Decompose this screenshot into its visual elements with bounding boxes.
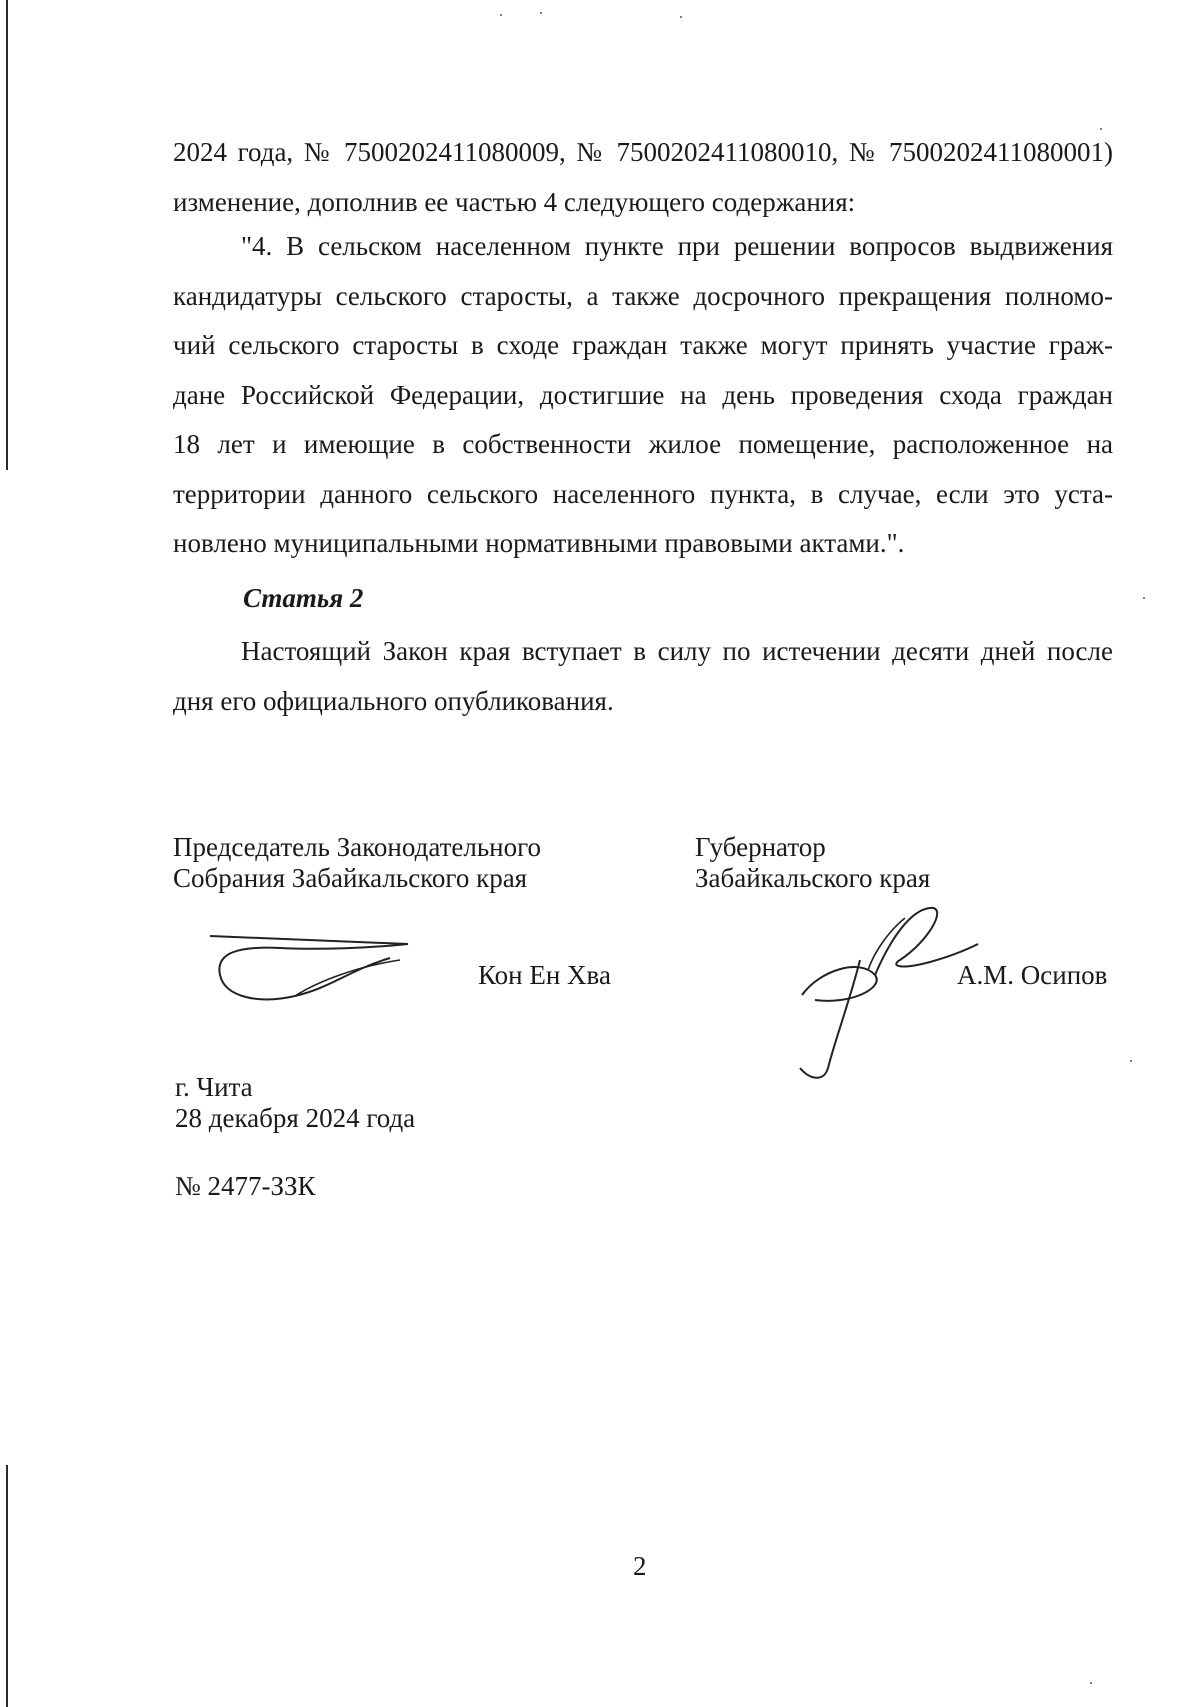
scan-speck	[1143, 597, 1145, 599]
text-line: "4. В сельском населенном пункте при решении вопросов выдвижения	[241, 231, 1113, 261]
scan-speck	[1130, 1060, 1132, 1062]
scan-speck	[540, 12, 542, 14]
position-line: Губернатор	[695, 832, 826, 862]
position-line: Собрания Забайкальского края	[173, 863, 528, 893]
scan-speck	[1090, 1682, 1092, 1684]
text-line: дане Российской Федерации, достигшие на день проведения схода граждан	[173, 379, 1113, 410]
text-line: новлено муниципальными нормативными правовыми актами.".	[173, 528, 905, 558]
document-place-date	[175, 1072, 415, 1134]
left-signatory-position	[173, 832, 541, 894]
scan-speck	[680, 16, 682, 18]
quoted-part-4	[173, 222, 1113, 569]
text-line: Настоящий Закон края вступает в силу по истечении десяти дней после	[241, 636, 1113, 666]
text-line: 2024 года, № 7500202411080009, № 7500202411080010, № 7500202411080001)	[173, 137, 1113, 167]
right-handwritten-signature	[780, 900, 980, 1090]
position-line: Председатель Законодательного	[173, 832, 542, 862]
scan-edge-line	[6, 1465, 8, 1707]
scan-edge-line	[6, 0, 8, 470]
text-line: чий сельского старосты в сходе граждан также могут принять участие граж-	[173, 330, 1113, 360]
left-signatory-name: Кон Ен Хва	[478, 960, 611, 990]
scan-speck	[1100, 128, 1102, 130]
left-handwritten-signature	[200, 930, 420, 1010]
right-signatory-position	[695, 832, 930, 894]
right-signatory-name: А.М. Осипов	[957, 960, 1108, 990]
paragraph-continuation	[173, 128, 1113, 227]
scan-speck	[500, 14, 502, 16]
signing-date: 28 декабря 2024 года	[175, 1103, 416, 1133]
text-line: изменение, дополнив ее частью 4 следующего содержания:	[173, 186, 856, 217]
text-line: дня его официального опубликования.	[173, 685, 614, 716]
text-line: территории данного сельского населенного пункта, в случае, если это уста-	[173, 478, 1113, 509]
article-2-title: Статья 2	[243, 583, 364, 613]
page-number: 2	[633, 1551, 647, 1581]
article-2-body	[173, 627, 1113, 726]
law-number: № 2477-ЗЗК	[175, 1171, 316, 1201]
text-line: 18 лет и имеющие в собственности жилое помещение, расположенное на	[173, 429, 1113, 459]
city: г. Чита	[175, 1072, 253, 1102]
text-line: кандидатуры сельского старосты, а также досрочного прекращения полномо-	[173, 280, 1113, 311]
position-line: Забайкальского края	[695, 863, 931, 893]
